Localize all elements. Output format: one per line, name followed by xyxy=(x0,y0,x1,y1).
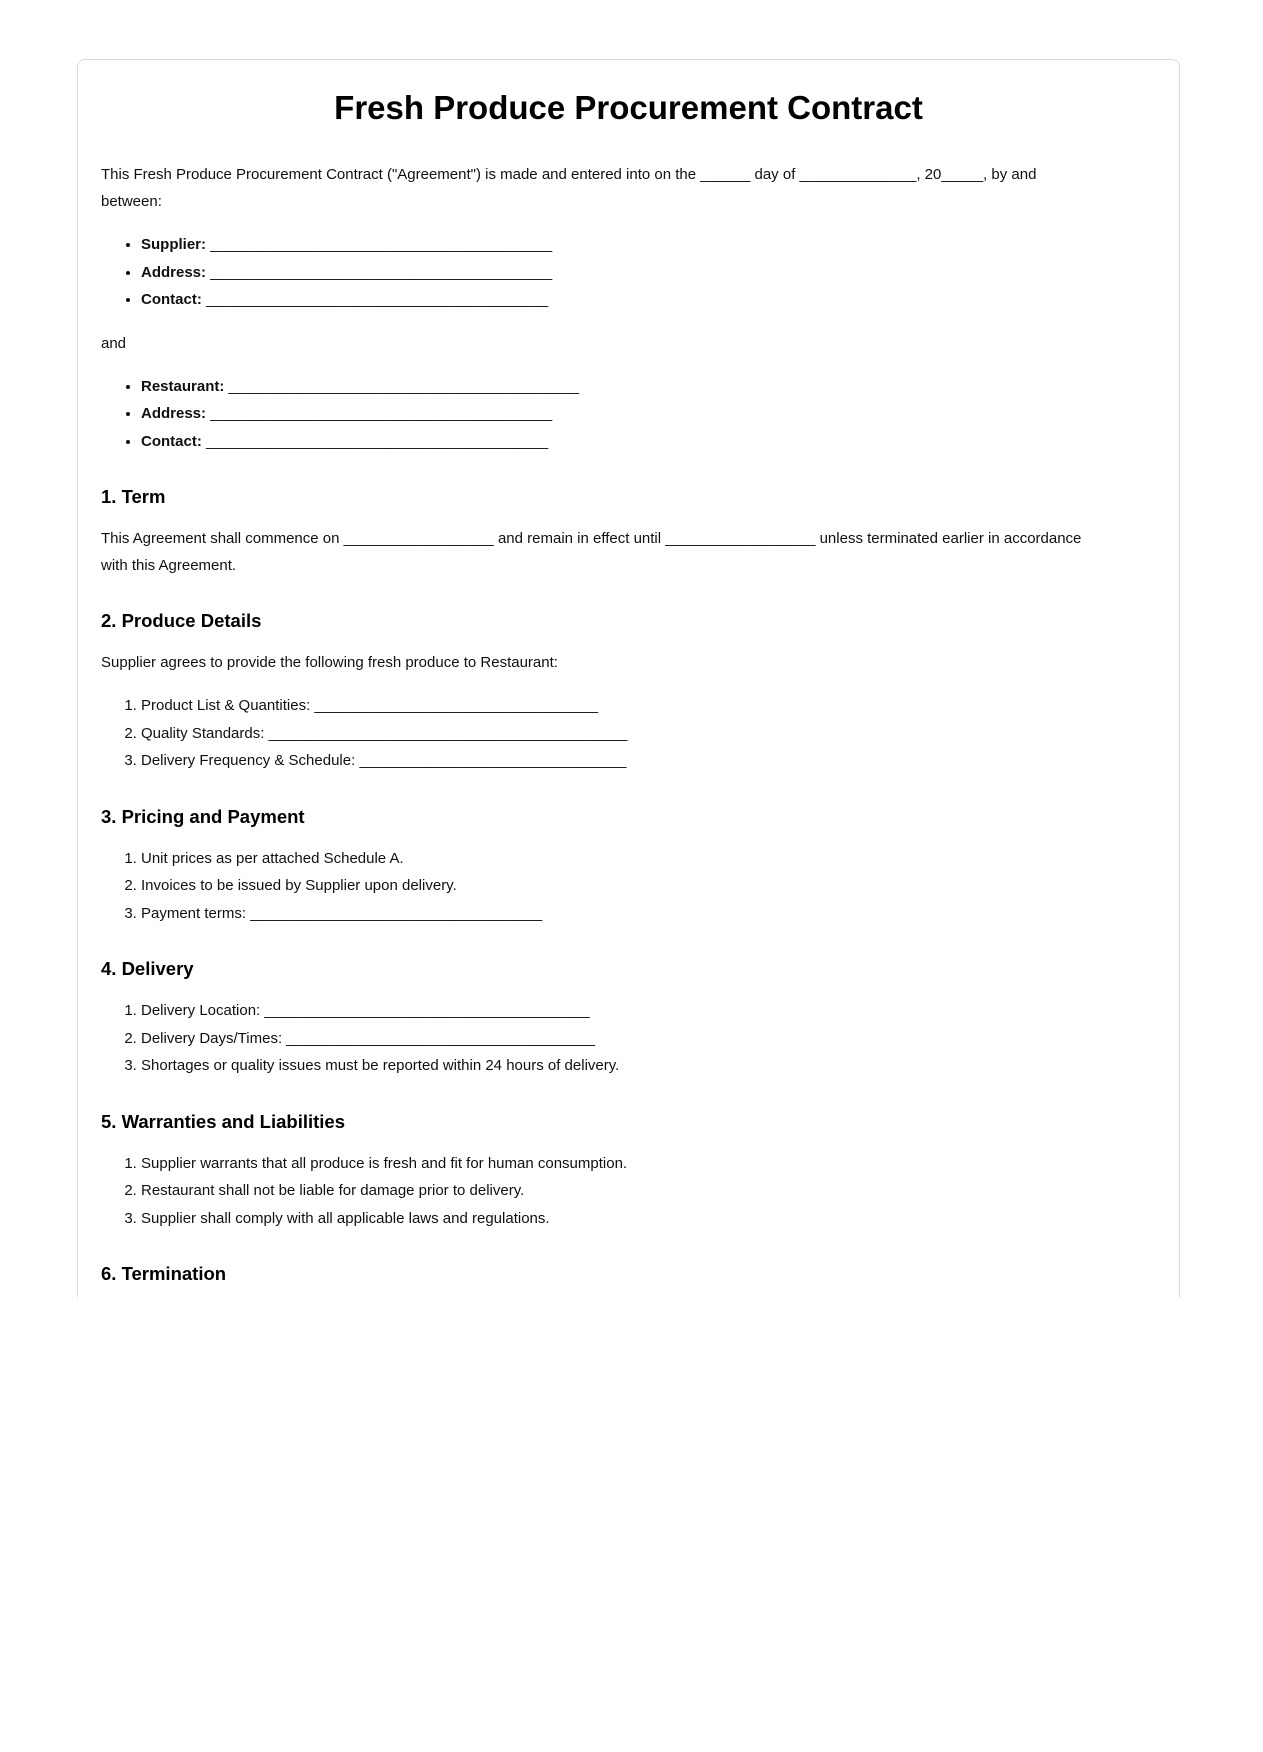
restaurant-address-row xyxy=(141,400,1141,428)
list-item: 2. Restaurant shall not be liable for damage prior to delivery. xyxy=(141,1177,1141,1205)
restaurant-field-row xyxy=(141,373,1141,401)
address-label: Address: xyxy=(141,405,207,422)
address-blank-line: _________________________________________ xyxy=(210,263,553,281)
supplier-contact-row xyxy=(141,286,1141,314)
restaurant-blank-line: __________________________________________ xyxy=(228,377,579,395)
list-item: 1. Unit prices as per attached Schedule A. xyxy=(141,845,1141,873)
supplier-blank-line: _________________________________________ xyxy=(210,236,553,253)
warranties-liabilities-list xyxy=(101,1150,1141,1233)
section-heading-term: 1. Term xyxy=(101,486,166,507)
intro-paragraph: This Fresh Produce Procurement Contract ("Agreement") is made and entered into on the ______ day of ______________, 20_____, by and between: xyxy=(101,166,1037,210)
address-blank-line: _________________________________________ xyxy=(210,405,553,422)
term-paragraph: This Agreement shall commence on __________________ and remain in effect until __________________ unless terminated earlier in accordance with this Agreement. xyxy=(101,530,1082,574)
list-item: 1. Delivery Location: _______________________________________ xyxy=(141,997,1141,1025)
section-heading-delivery: 4. Delivery xyxy=(101,958,194,979)
list-item: 3. Delivery Frequency & Schedule: ________________________________ xyxy=(141,747,1141,775)
contact-blank-line: _________________________________________ xyxy=(206,291,549,308)
supplier-field-row xyxy=(141,231,1141,259)
supplier-address-row xyxy=(141,259,1141,287)
restaurant-contact-row xyxy=(141,428,1141,456)
section-heading-produce-details: 2. Produce Details xyxy=(101,610,262,631)
section-heading-pricing-payment: 3. Pricing and Payment xyxy=(101,805,305,827)
contact-label: Contact: xyxy=(141,291,202,308)
section-heading-termination: 6. Termination xyxy=(101,1263,227,1284)
supplier-fields-list xyxy=(101,231,1141,314)
page-title: Fresh Produce Procurement Contract xyxy=(334,89,923,126)
delivery-list xyxy=(101,997,1141,1080)
pricing-payment-list xyxy=(101,845,1141,928)
connector-text: and xyxy=(101,334,127,352)
restaurant-label: Restaurant: xyxy=(141,377,225,395)
list-item: 1. Supplier warrants that all produce is fresh and fit for human consumption. xyxy=(141,1150,1141,1178)
produce-details-list xyxy=(101,692,1141,775)
supplier-label: Supplier: xyxy=(141,236,207,253)
contract-document-card xyxy=(77,59,1180,1297)
list-item: 3. Supplier shall comply with all applicable laws and regulations. xyxy=(141,1205,1141,1233)
restaurant-fields-list xyxy=(101,373,1141,456)
list-item: 3. Shortages or quality issues must be reported within 24 hours of delivery. xyxy=(141,1052,1141,1080)
contact-blank-line: _________________________________________ xyxy=(206,432,549,450)
list-item: 2. Invoices to be issued by Supplier upon delivery. xyxy=(141,872,1141,900)
address-label: Address: xyxy=(141,263,207,281)
produce-details-paragraph: Supplier agrees to provide the following fresh produce to Restaurant: xyxy=(101,654,558,671)
list-item: 2. Quality Standards: ___________________________________________ xyxy=(141,720,1141,748)
section-heading-warranties-liabilities: 5. Warranties and Liabilities xyxy=(101,1110,345,1132)
contact-label: Contact: xyxy=(141,432,202,450)
list-item: 2. Delivery Days/Times: _____________________________________ xyxy=(141,1025,1141,1053)
list-item: 1. Product List & Quantities: __________________________________ xyxy=(141,692,1141,720)
list-item: 3. Payment terms: ___________________________________ xyxy=(141,900,1141,928)
